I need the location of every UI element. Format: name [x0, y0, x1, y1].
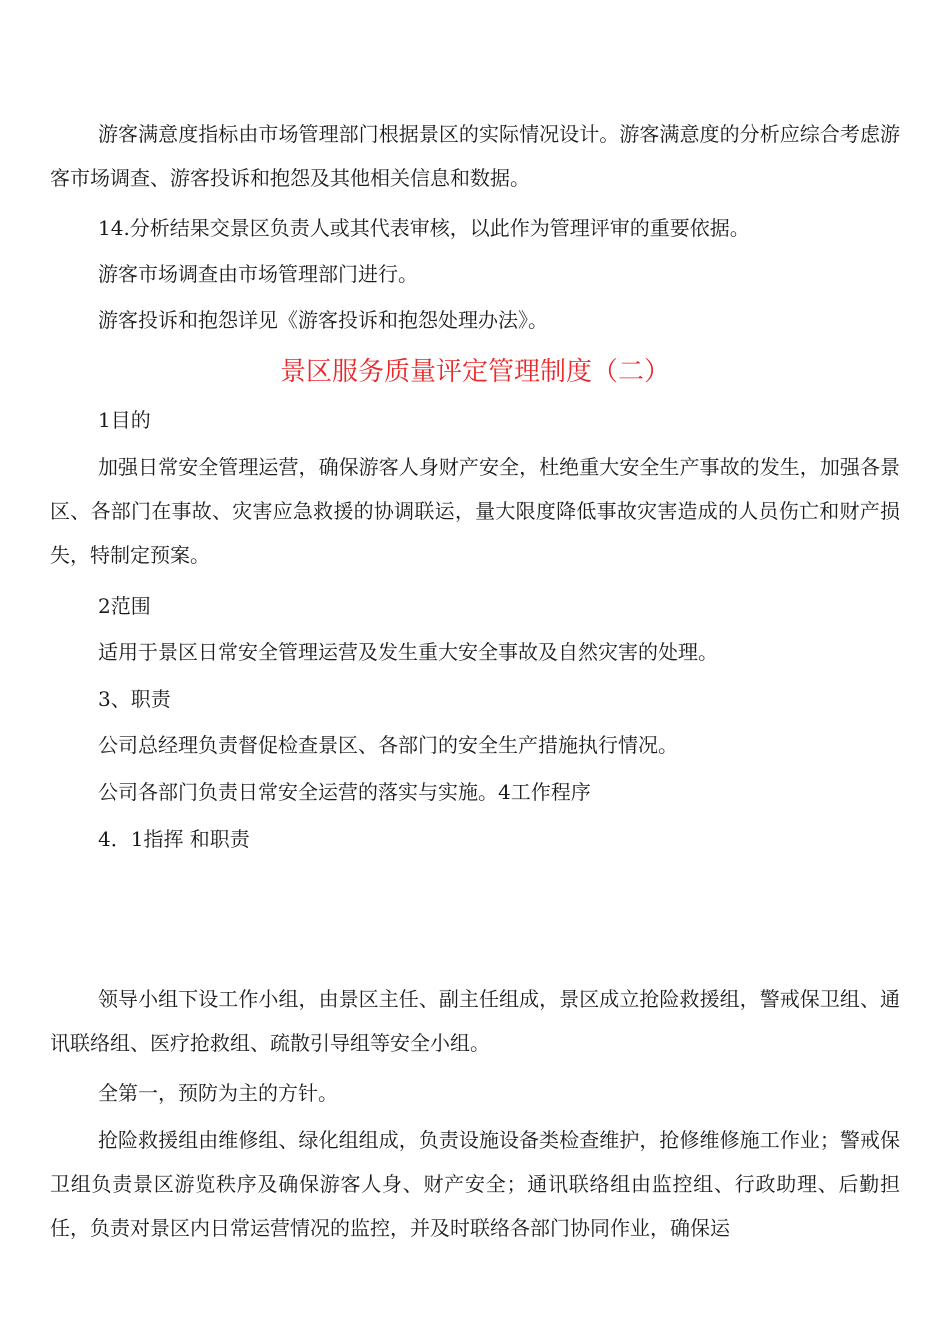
paragraph-market-survey: 游客市场调查由市场管理部门进行。: [98, 262, 418, 286]
paragraph-scope: 适用于景区日常安全管理运营及发生重大安全事故及自然灾害的处理。: [98, 640, 718, 664]
paragraph-working-group: 领导小组下设工作小组，由景区主任、副主任组成，景区成立抢险救援组，警戒保卫组、通讯联络组、医疗抢救组、疏散引导组等安全小组。: [50, 987, 900, 1055]
section-duties-heading: 3、职责: [98, 687, 171, 711]
paragraph-rescue-groups: 抢险救援组由维修组、绿化组组成，负责设施设备类检查维护，抢修维修施工作业；警戒保卫组负责景区游览秩序及确保游客人身、财产安全；通讯联络组由监控组、行政助理、后勤担任，负责对景区内日常运营情况的监控，并及时联络各部门协同作业，确保运: [50, 1128, 900, 1240]
section-scope-heading: 2范围: [98, 594, 151, 618]
paragraph-gm-duty: 公司总经理负责督促检查景区、各部门的安全生产措施执行情况。: [98, 733, 678, 757]
section-command-heading: 4．1指挥 和职责: [98, 827, 250, 851]
paragraph-satisfaction-indicator: 游客满意度指标由市场管理部门根据景区的实际情况设计。游客满意度的分析应综合考虑游客市场调查、游客投诉和抱怨及其他相关信息和数据。: [50, 122, 900, 190]
document-title: 景区服务质量评定管理制度（二）: [279, 357, 670, 387]
paragraph-purpose: 加强日常安全管理运营，确保游客人身财产安全，杜绝重大安全生产事故的发生，加强各景区、各部门在事故、灾害应急救援的协调联运，量大限度降低事故灾害造成的人员伤亡和财产损失，特制定预案。: [50, 455, 900, 567]
paragraph-analysis-review: 14.分析结果交景区负责人或其代表审核，以此作为管理评审的重要依据。: [98, 216, 750, 240]
paragraph-complaints: 游客投诉和抱怨详见《游客投诉和抱怨处理办法》。: [98, 308, 548, 332]
paragraph-safety-principle: 全第一，预防为主的方针。: [98, 1081, 338, 1105]
section-purpose-heading: 1目的: [98, 408, 151, 432]
paragraph-department-duty: 公司各部门负责日常安全运营的落实与实施。4工作程序: [98, 780, 591, 804]
